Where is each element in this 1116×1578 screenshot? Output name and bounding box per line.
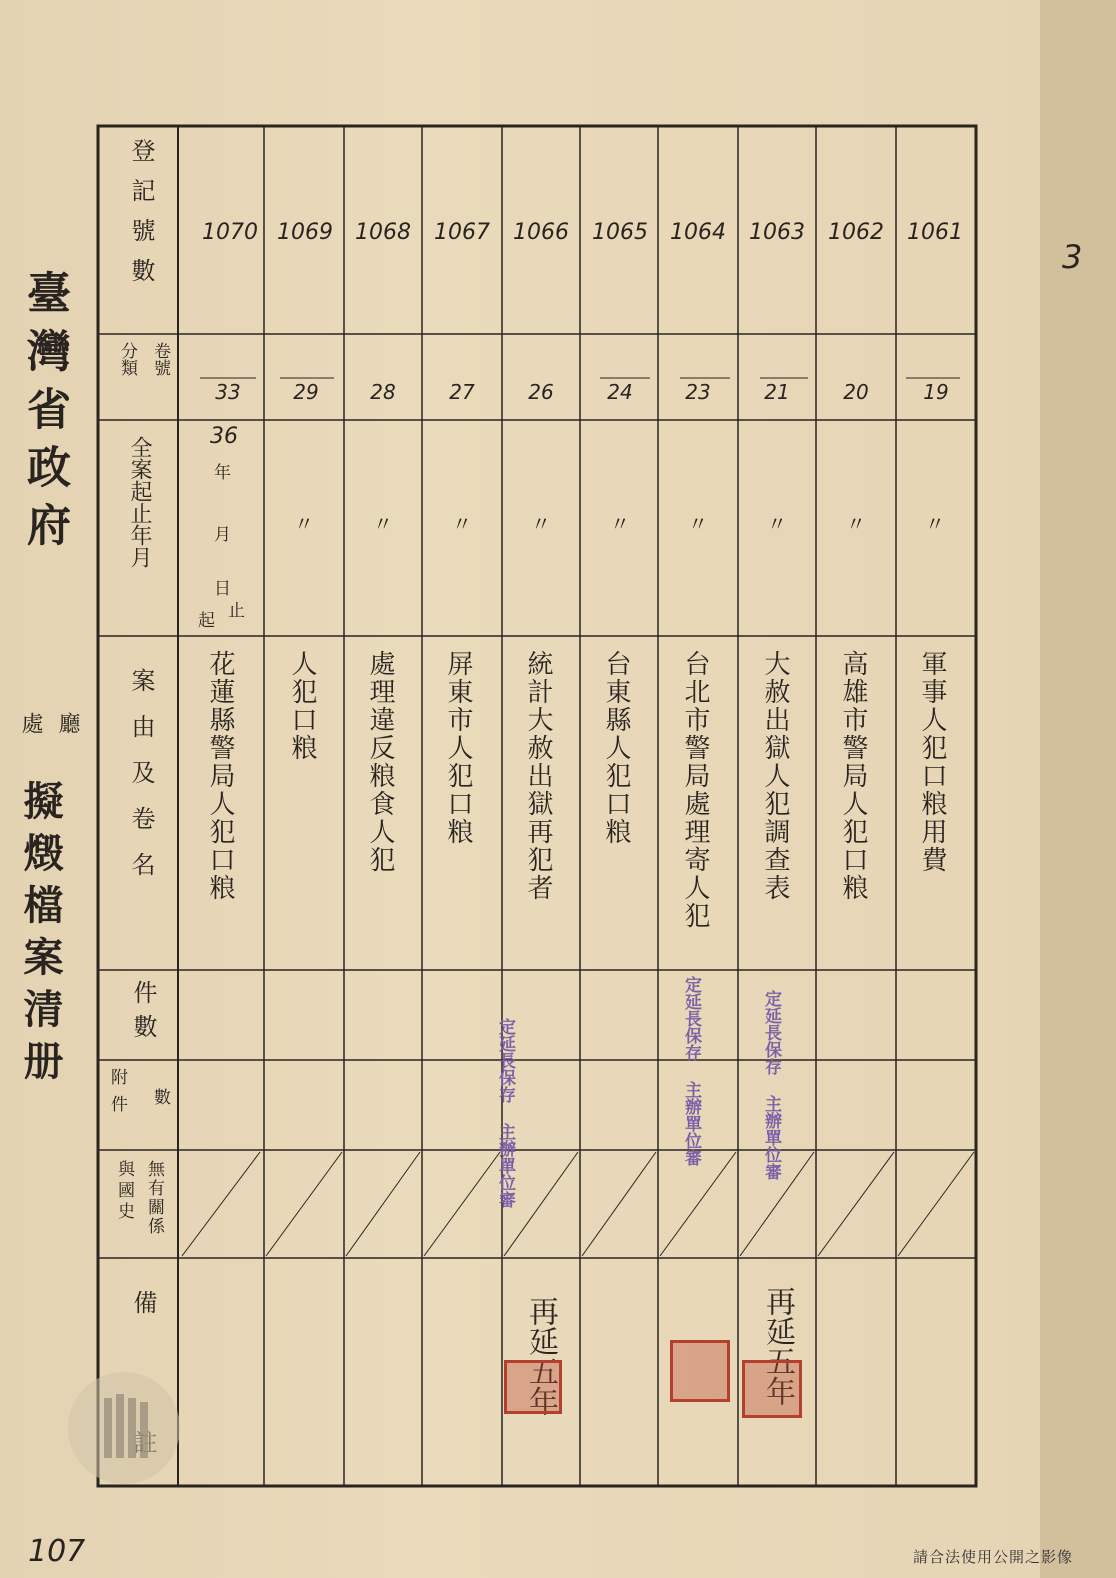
- header-history-b: 無有關係: [144, 1160, 164, 1236]
- header-period: 全案起止年月: [127, 436, 152, 568]
- case-1061: 軍事人犯口粮用費: [917, 650, 947, 874]
- case-1067: 屏東市人犯口粮: [443, 650, 473, 846]
- case-1063: 大赦出獄人犯調查表: [760, 650, 790, 902]
- period-1063: 〃: [767, 512, 787, 536]
- reg-1065: 1065: [592, 220, 648, 245]
- reg-1062: 1062: [828, 220, 884, 245]
- stamp-extend-3: [760, 990, 782, 1180]
- vol-33: 33: [215, 380, 241, 404]
- remark-extend-1066: 再延五年: [523, 1296, 558, 1416]
- reg-1064: 1064: [670, 220, 726, 245]
- header-volume: 卷號: [150, 342, 170, 376]
- period-1069: 〃: [294, 512, 314, 536]
- archive-watermark-icon: [64, 1368, 184, 1488]
- vol-23: 23: [685, 380, 711, 404]
- period-start-label: 起: [198, 611, 215, 631]
- period-1061: 〃: [925, 512, 945, 536]
- vol-24: 24: [607, 380, 633, 404]
- header-register-no: 登記號數: [127, 138, 155, 298]
- period-1062: 〃: [846, 512, 866, 536]
- stamp-line: 定延長保存: [495, 1018, 515, 1103]
- case-1062: 高雄市警局人犯口粮: [838, 650, 868, 902]
- paper-edge: [1040, 0, 1116, 1578]
- reg-1069: 1069: [277, 220, 333, 245]
- vol-28: 28: [370, 380, 396, 404]
- vol-26: 26: [528, 380, 554, 404]
- vol-21: 21: [764, 380, 790, 404]
- period-day-label: 日: [214, 579, 231, 599]
- header-attach-count: 數: [150, 1088, 170, 1105]
- reg-1068: 1068: [355, 220, 411, 245]
- reg-1066: 1066: [513, 220, 569, 245]
- page-number: 107: [28, 1534, 86, 1569]
- header-count: 件數: [129, 980, 157, 1048]
- header-case-name: 案由及卷名: [127, 668, 155, 898]
- reg-1070: 1070: [202, 220, 258, 245]
- case-1066: 統計大赦出獄再犯者: [523, 650, 553, 902]
- vol-19: 19: [923, 380, 949, 404]
- stamp-extend-2: [680, 976, 702, 1166]
- case-1070: 花蓮縣警局人犯口粮: [205, 650, 235, 902]
- stamp-line: 定延長保存: [681, 976, 701, 1061]
- case-1064: 台北市警局處理寄人犯: [680, 650, 710, 930]
- period-1068: 〃: [373, 512, 393, 536]
- reg-1067: 1067: [434, 220, 490, 245]
- case-1065: 台東縣人犯口粮: [601, 650, 631, 846]
- seal-red: [742, 1360, 802, 1418]
- period-year-label: 年: [214, 463, 231, 483]
- office-title: 臺灣省政府: [19, 270, 70, 560]
- header-remarks-top: 備: [129, 1290, 157, 1314]
- vol-20: 20: [843, 380, 869, 404]
- corner-number: 3: [1062, 238, 1083, 276]
- period-end-label: 止: [228, 601, 245, 621]
- header-category: 分類: [117, 342, 137, 376]
- seal-red: [670, 1340, 730, 1402]
- header-history-a: 與國史: [114, 1160, 134, 1223]
- office-sub-dept: 處: [18, 712, 43, 740]
- stamp-line: 主辦單位審: [681, 1081, 701, 1166]
- footer-notice: 請合法使用公開之影像: [913, 1548, 1074, 1566]
- period-month-label: 月: [214, 525, 231, 545]
- header-attach: 附件: [107, 1068, 127, 1122]
- stamp-line: 定延長保存: [761, 990, 781, 1075]
- reg-1063: 1063: [749, 220, 805, 245]
- stamp-extend-1: [494, 1018, 516, 1208]
- case-1068: 處理違反粮食人犯: [365, 650, 395, 874]
- stamp-line: 主辦單位審: [761, 1095, 781, 1180]
- period-1065: 〃: [610, 512, 630, 536]
- remark-extend-1063: 再延五年: [760, 1286, 795, 1406]
- period-1066: 〃: [531, 512, 551, 536]
- period-1064: 〃: [688, 512, 708, 536]
- period-1067: 〃: [452, 512, 472, 536]
- vol-29: 29: [293, 380, 319, 404]
- form-title: 擬燬檔案清册: [17, 780, 64, 1092]
- case-1069: 人犯口粮: [287, 650, 317, 762]
- office-sub-hall: 廳: [55, 712, 80, 740]
- seal-red: [504, 1360, 562, 1414]
- vol-27: 27: [449, 380, 475, 404]
- stamp-line: 主辦單位審: [495, 1123, 515, 1208]
- reg-1061: 1061: [907, 220, 963, 245]
- period-1070: 36: [210, 424, 238, 449]
